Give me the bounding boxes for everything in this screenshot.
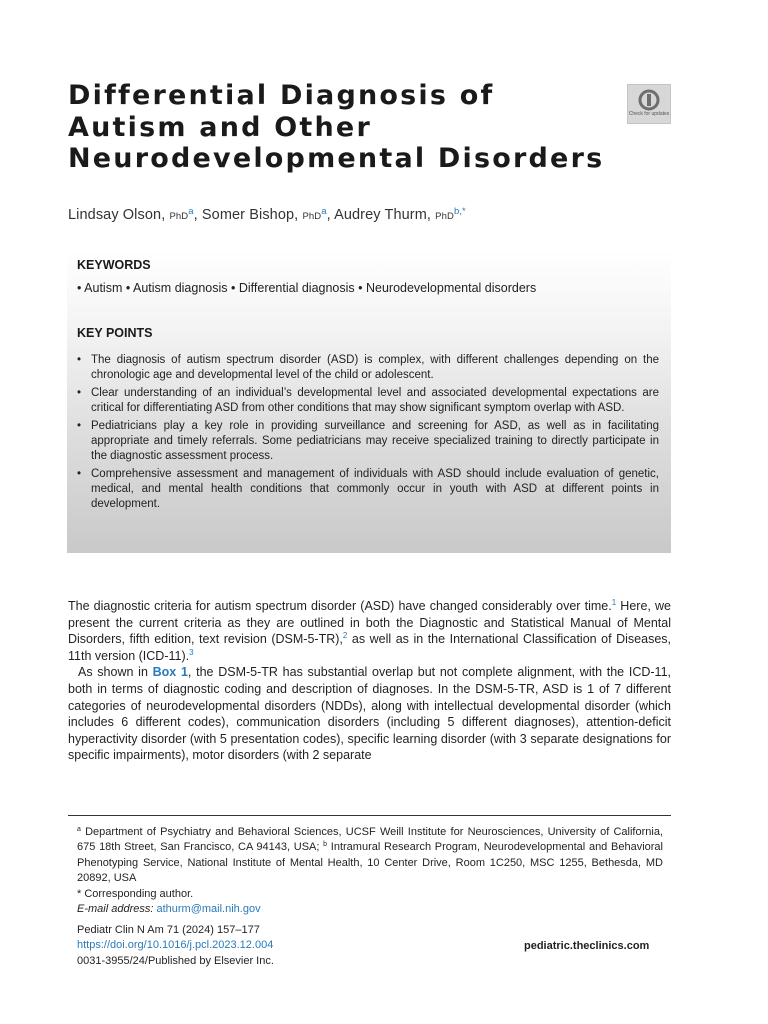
- keyword: Autism: [84, 281, 123, 295]
- footnotes: [77, 825, 663, 917]
- citation-block: [77, 923, 377, 969]
- keywords-list: • Autism • Autism diagnosis • Differential diagnosis • Neurodevelopmental disorders: [77, 281, 537, 295]
- affiliation-a: Department of Psychiatry and Behavioral Sciences, UCSF Weill Institute for Neurosciences, University of California, 675 18th Street, San Francisco, CA 94143, USA;: [77, 826, 663, 854]
- author-name: Somer Bishop: [201, 207, 295, 223]
- affiliation-mark: a: [77, 826, 81, 833]
- key-point-item: • Comprehensive assessment and management of individuals with ASD should include evaluation of genetic, medical, and mental health conditions that commonly occur in youth with ASD at different points in development.: [77, 467, 659, 512]
- affiliation-mark: b: [323, 841, 328, 849]
- author-list: Lindsay Olson, PhD$^a$, Somer Bishop, PhD$^a$, Audrey Thurm, PhD$^{b,*}$: [68, 206, 466, 223]
- key-point-item: • Pediatricians play a key role in providing surveillance and screening for ASD, as well as in facilitating appropriate and timely referrals. Some pediatricians may receive specialized training to directly participate in the diagnostic assessment process.: [77, 419, 659, 464]
- affiliation-b: Intramural Research Program, Neurodevelopmental and Behavioral Phenotyping Service, National Institute of Mental Health, 10 Center Drive, Room 1C250, MSC 1255, Bethesda, MD 20892, USA: [77, 841, 663, 885]
- box-1-link[interactable]: Box 1: [152, 665, 188, 680]
- corresponding-author: * Corresponding author.: [77, 887, 194, 900]
- author-affiliation-mark[interactable]: a: [188, 206, 194, 217]
- article-body: [68, 598, 671, 764]
- reference-link[interactable]: 1: [611, 598, 617, 607]
- check-for-updates-badge[interactable]: [627, 84, 671, 124]
- title-line: Differential Diagnosis of: [68, 80, 495, 111]
- body-text-run: The diagnostic criteria for autism spectrum disorder (ASD) have changed considerably over time.: [68, 599, 612, 613]
- affiliations: [77, 825, 663, 887]
- email-link[interactable]: athurm@mail.nih.gov: [156, 903, 261, 916]
- body-text-run: Here, we present the current criteria as they are outlined in both the Diagnostic and Statistical Manual of Mental Disorders, fifth edition, text revision (DSM-5-TR),: [68, 599, 671, 647]
- keyword: Differential diagnosis: [238, 281, 355, 295]
- author-degree: PhD: [302, 211, 322, 222]
- body-text-run: as well as in the International Classification of Diseases, 11th version (ICD-11).: [68, 632, 672, 663]
- body-text-run: , the DSM-5-TR has substantial overlap but not complete alignment, with the ICD-11, both in terms of diagnostic coding and description of diagnoses. In the DSM-5-TR, ASD is 1 of 7 different categories of neurodevelopmental disorders (NDDs), along with intellectual developmental disorder (which includes 6 different codes), communication disorders (including 5 different diagnoses), attention-deficit hyperactivity disorder (with 5 presentation codes), specific learning disorder (with 3 separate designations for specific impairments), motor disorders (with 2 separate: [68, 665, 671, 763]
- body-paragraph: [68, 664, 671, 764]
- article-title: [68, 80, 628, 175]
- author-name: Audrey Thurm: [334, 207, 427, 223]
- doi-link[interactable]: https://doi.org/10.1016/j.pcl.2023.12.004: [77, 939, 274, 952]
- keyword: Autism diagnosis: [133, 281, 228, 295]
- keywords-heading: KEYWORDS: [77, 258, 151, 272]
- author-name: Lindsay Olson: [68, 207, 162, 223]
- author-affiliation-mark[interactable]: b,*: [453, 206, 466, 217]
- keywords-keypoints-panel: [67, 250, 671, 553]
- title-line: Neurodevelopmental Disorders: [68, 143, 605, 174]
- check-updates-icon: [638, 89, 660, 111]
- body-paragraph: [68, 598, 671, 664]
- email-line: [77, 902, 663, 917]
- key-point-item: • Clear understanding of an individual’s developmental level and associated developmental expectations are critical for differentiating ASD from other conditions that may show significant symptom overlap with ASD.: [77, 386, 659, 416]
- key-points-heading: KEY POINTS: [77, 326, 153, 340]
- keyword: Neurodevelopmental disorders: [365, 281, 537, 295]
- author-degree: PhD: [169, 211, 189, 222]
- author-degree: PhD: [435, 211, 454, 222]
- body-text-run: As shown in: [78, 665, 153, 680]
- footnote-divider: [68, 815, 671, 816]
- journal-citation: Pediatr Clin N Am 71 (2024) 157–177: [77, 924, 260, 936]
- author-affiliation-mark[interactable]: a: [321, 206, 327, 217]
- issn-line: 0031-3955/24/Published by Elsevier Inc.: [77, 954, 274, 967]
- title-line: Autism and Other: [68, 111, 372, 143]
- check-updates-label: Check for updates: [628, 111, 670, 117]
- email-label: E-mail address:: [77, 903, 154, 916]
- journal-site-url[interactable]: pediatric.theclinics.com: [524, 940, 650, 952]
- key-points-list: [77, 353, 659, 515]
- reference-link[interactable]: 2: [342, 631, 348, 641]
- key-point-item: • The diagnosis of autism spectrum disorder (ASD) is complex, with different challenges depending on the chronologic age and developmental level of the child or adolescent.: [77, 353, 659, 383]
- reference-link[interactable]: 3: [189, 647, 194, 657]
